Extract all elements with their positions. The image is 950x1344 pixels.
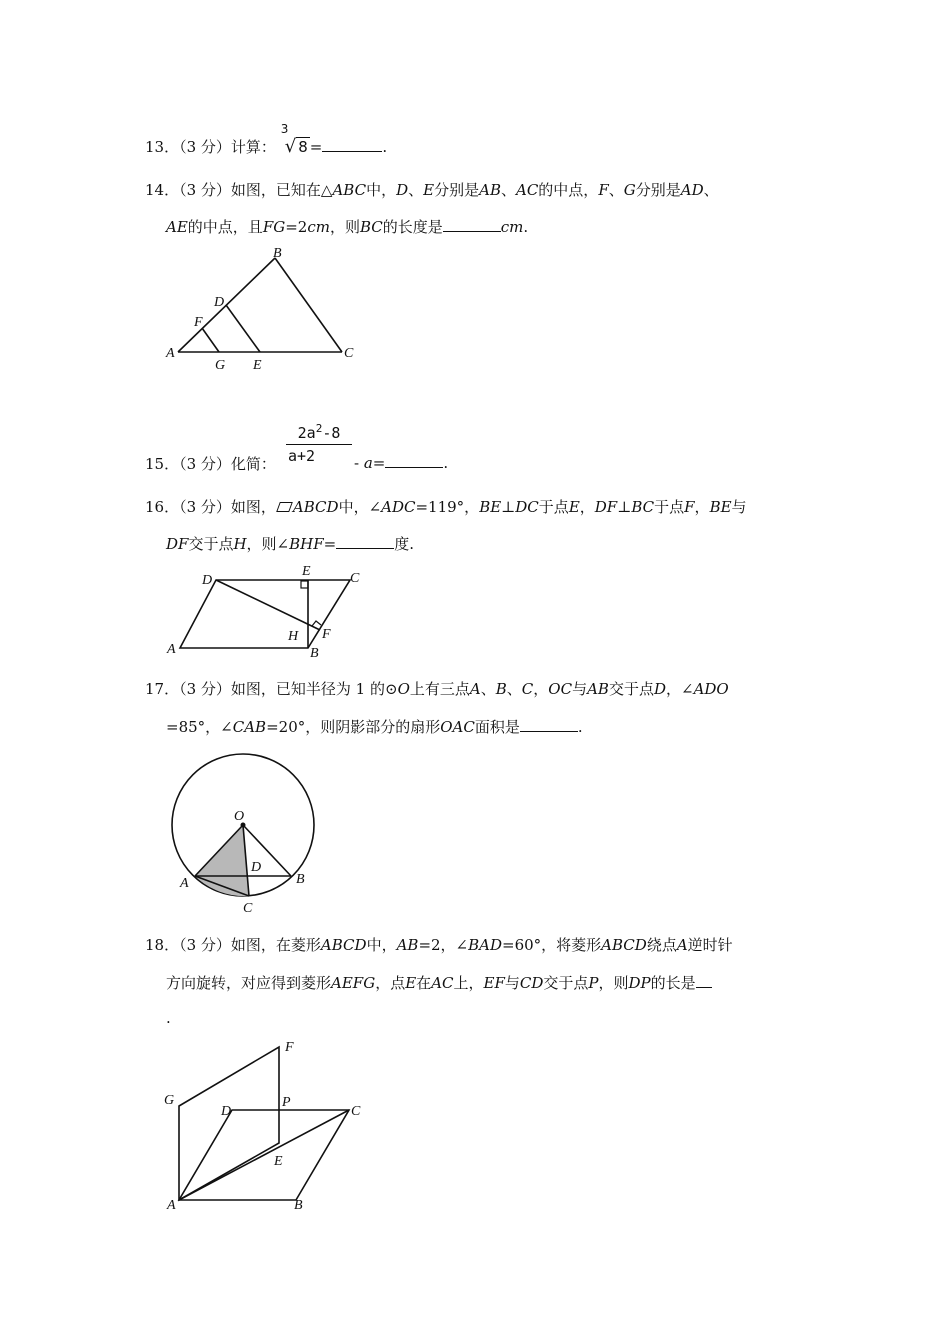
answer-blank[interactable] xyxy=(696,973,712,988)
var: DF xyxy=(166,535,189,553)
period: . xyxy=(523,218,529,236)
var: F xyxy=(598,181,609,199)
label-b: B xyxy=(296,872,305,887)
text: 度. xyxy=(394,535,414,553)
var: FG xyxy=(262,218,286,236)
label-d: D xyxy=(214,295,225,310)
parallelogram-figure xyxy=(160,560,380,660)
text: 面积是 xyxy=(474,718,520,736)
text: ，则 xyxy=(329,218,360,236)
text: 如图，已知半径为 1 的⊙ xyxy=(230,680,398,698)
text: 的中点，且 xyxy=(187,218,263,236)
text: 、 xyxy=(480,680,496,698)
question-13 xyxy=(145,122,388,157)
var: DC xyxy=(515,498,539,516)
label-b: B xyxy=(273,246,282,261)
radicand: 8 xyxy=(298,138,308,156)
text: 中， xyxy=(366,936,397,954)
answer-blank[interactable] xyxy=(443,217,501,232)
question-number: 13． xyxy=(145,138,180,156)
answer-blank[interactable] xyxy=(336,534,394,549)
text: 逆时针 xyxy=(687,936,733,954)
var: B xyxy=(495,680,507,698)
label-c: C xyxy=(351,1104,361,1119)
text: 如图，在菱形 xyxy=(230,936,321,954)
var: F xyxy=(684,498,695,516)
var: CD xyxy=(519,974,544,992)
question-number: 17． xyxy=(145,680,180,698)
question-17-line-1 xyxy=(145,678,729,699)
text: 上有三点 xyxy=(409,680,470,698)
question-number: 16． xyxy=(145,498,180,516)
question-number: 14． xyxy=(145,181,180,199)
unit: cm xyxy=(500,218,524,236)
text: =20°，则阴影部分的扇形 xyxy=(266,718,441,736)
text: =2 xyxy=(285,218,308,236)
text: 方向旋转，对应得到菱形 xyxy=(166,974,332,992)
label-e: E xyxy=(274,1154,283,1169)
var: C xyxy=(521,680,534,698)
period: . xyxy=(577,718,583,736)
text: =60°，将菱形 xyxy=(502,936,602,954)
period: . xyxy=(443,454,449,472)
text: 的长度是 xyxy=(382,218,443,236)
question-16-line-2 xyxy=(166,533,414,554)
label-a: A xyxy=(180,876,189,891)
text: 交于点 xyxy=(543,974,589,992)
text: ， xyxy=(694,498,710,516)
text: 与 xyxy=(731,498,747,516)
label-e: E xyxy=(253,358,262,373)
diagonal-ac xyxy=(179,1110,349,1200)
question-15-tail xyxy=(354,453,448,472)
text: ，则 xyxy=(598,974,629,992)
label-d: D xyxy=(251,860,262,875)
var: EF xyxy=(483,974,505,992)
question-18-line-3 xyxy=(166,1009,171,1027)
var: E xyxy=(568,498,580,516)
segment-bc xyxy=(275,258,342,352)
score: （3 分） xyxy=(179,455,231,473)
text: 如图， xyxy=(230,498,276,516)
label-e: E xyxy=(302,564,311,579)
parallelogram-icon xyxy=(276,502,293,512)
question-14-line-1 xyxy=(145,179,719,200)
text: ， xyxy=(533,680,549,698)
radical-sign: √ xyxy=(284,136,297,157)
label-f: F xyxy=(322,627,331,642)
score: （3 分） xyxy=(179,138,231,156)
label-h: H xyxy=(288,629,299,644)
text: -8 xyxy=(322,424,341,442)
var: D xyxy=(653,680,666,698)
text: =2，∠ xyxy=(418,936,469,954)
label-o: O xyxy=(234,809,245,824)
question-number: 18． xyxy=(145,936,180,954)
text: - xyxy=(354,454,364,472)
text: 、 xyxy=(408,181,424,199)
label-p: P xyxy=(282,1095,291,1110)
answer-blank[interactable] xyxy=(520,717,578,732)
label-g: G xyxy=(164,1093,175,1108)
question-15 xyxy=(145,453,276,474)
var: P xyxy=(588,974,599,992)
cube-root-expression xyxy=(280,122,310,157)
var: E xyxy=(405,974,417,992)
text: 、 xyxy=(608,181,624,199)
circle-figure xyxy=(160,740,340,920)
var: BAD xyxy=(468,936,503,954)
var: AEFG xyxy=(331,974,376,992)
text: 2a xyxy=(297,424,316,442)
label-d: D xyxy=(202,573,213,588)
var: OAC xyxy=(440,718,475,736)
denominator: a+2 xyxy=(288,447,316,465)
var: ABCD xyxy=(601,936,647,954)
question-18-line-2 xyxy=(166,972,712,993)
var: AB xyxy=(479,181,501,199)
exponent: 2 xyxy=(315,422,323,435)
label-b: B xyxy=(294,1198,303,1213)
question-number: 15． xyxy=(145,455,180,473)
text: 于点 xyxy=(538,498,569,516)
text: 于点 xyxy=(654,498,685,516)
var: CAB xyxy=(232,718,267,736)
text: 、 xyxy=(500,181,516,199)
label-a: A xyxy=(167,1198,176,1213)
var: E xyxy=(423,181,435,199)
label-f: F xyxy=(194,315,203,330)
score: （3 分） xyxy=(179,498,231,516)
question-14-line-2 xyxy=(166,216,528,237)
var: D xyxy=(396,181,409,199)
var: BE xyxy=(479,498,502,516)
label-c: C xyxy=(243,901,253,916)
answer-blank[interactable] xyxy=(385,453,443,468)
prompt: 化简： xyxy=(230,455,276,473)
text: 在 xyxy=(416,974,432,992)
text: 如图，已知在△ xyxy=(230,181,333,199)
label-c: C xyxy=(350,571,360,586)
var: ADO xyxy=(693,680,729,698)
rhombus-aefg xyxy=(179,1047,279,1200)
text: 分别是 xyxy=(635,181,681,199)
text: ，点 xyxy=(375,974,406,992)
var: ABC xyxy=(332,181,367,199)
text: 分别是 xyxy=(434,181,480,199)
var: BC xyxy=(631,498,655,516)
text: 绕点 xyxy=(646,936,677,954)
unit: cm xyxy=(307,218,330,236)
text: 中，∠ xyxy=(338,498,382,516)
var: BC xyxy=(359,218,383,236)
var: G xyxy=(623,181,636,199)
var: BHF xyxy=(289,535,324,553)
var: DF xyxy=(594,498,618,516)
text: 的长是 xyxy=(650,974,696,992)
text: = xyxy=(323,535,337,553)
text: 交于点 xyxy=(608,680,654,698)
text: 与 xyxy=(504,974,520,992)
score: （3 分） xyxy=(179,936,231,954)
text: ⊥ xyxy=(501,498,516,516)
text: 与 xyxy=(572,680,588,698)
label-c: C xyxy=(344,346,354,361)
equals-sign: = xyxy=(309,138,323,156)
var: OC xyxy=(548,680,573,698)
var: AC xyxy=(431,974,454,992)
prompt: 计算： xyxy=(230,138,276,156)
equals-sign: = xyxy=(372,454,386,472)
var: A xyxy=(469,680,481,698)
segment-fg xyxy=(202,328,219,352)
text: 、 xyxy=(506,680,522,698)
var: BE xyxy=(709,498,732,516)
var: AB xyxy=(587,680,609,698)
fraction-expression xyxy=(286,422,352,465)
text: ，∠ xyxy=(666,680,694,698)
score: （3 分） xyxy=(179,680,231,698)
var: O xyxy=(397,680,410,698)
question-17-line-2 xyxy=(166,716,583,737)
text: 、 xyxy=(703,181,719,199)
var: A xyxy=(676,936,688,954)
label-d: D xyxy=(221,1104,232,1119)
text: 交于点 xyxy=(188,535,234,553)
text: ⊥ xyxy=(617,498,632,516)
right-angle-f xyxy=(312,621,321,626)
period: . xyxy=(166,1009,171,1027)
var: AB xyxy=(396,936,419,954)
var: AE xyxy=(166,218,188,236)
question-16-line-1 xyxy=(145,496,747,517)
text: ，则∠ xyxy=(246,535,290,553)
label-a: A xyxy=(167,642,176,657)
question-18-line-1 xyxy=(145,934,733,955)
segment-de xyxy=(226,305,260,352)
text: 中， xyxy=(366,181,397,199)
var: DP xyxy=(628,974,651,992)
text: ， xyxy=(579,498,595,516)
text: =85°，∠ xyxy=(166,718,233,736)
var: AD xyxy=(680,181,704,199)
var: ADC xyxy=(381,498,416,516)
answer-blank[interactable] xyxy=(322,137,382,152)
var: H xyxy=(233,535,247,553)
score: （3 分） xyxy=(179,181,231,199)
label-g: G xyxy=(215,358,226,373)
var: ABCD xyxy=(320,936,367,954)
triangle-figure xyxy=(160,240,370,375)
text: 的中点， xyxy=(538,181,599,199)
label-b: B xyxy=(310,646,319,660)
root-index: 3 xyxy=(280,122,289,136)
period: . xyxy=(382,138,388,156)
label-f: F xyxy=(285,1040,294,1055)
label-a: A xyxy=(166,346,175,361)
var: AC xyxy=(515,181,539,199)
numerator xyxy=(286,422,352,445)
right-angle-e xyxy=(301,581,308,588)
rhombus-figure xyxy=(155,1035,385,1220)
text: =119°， xyxy=(415,498,480,516)
var: ABCD xyxy=(292,498,339,516)
text: 上， xyxy=(453,974,484,992)
var: a xyxy=(363,454,373,472)
